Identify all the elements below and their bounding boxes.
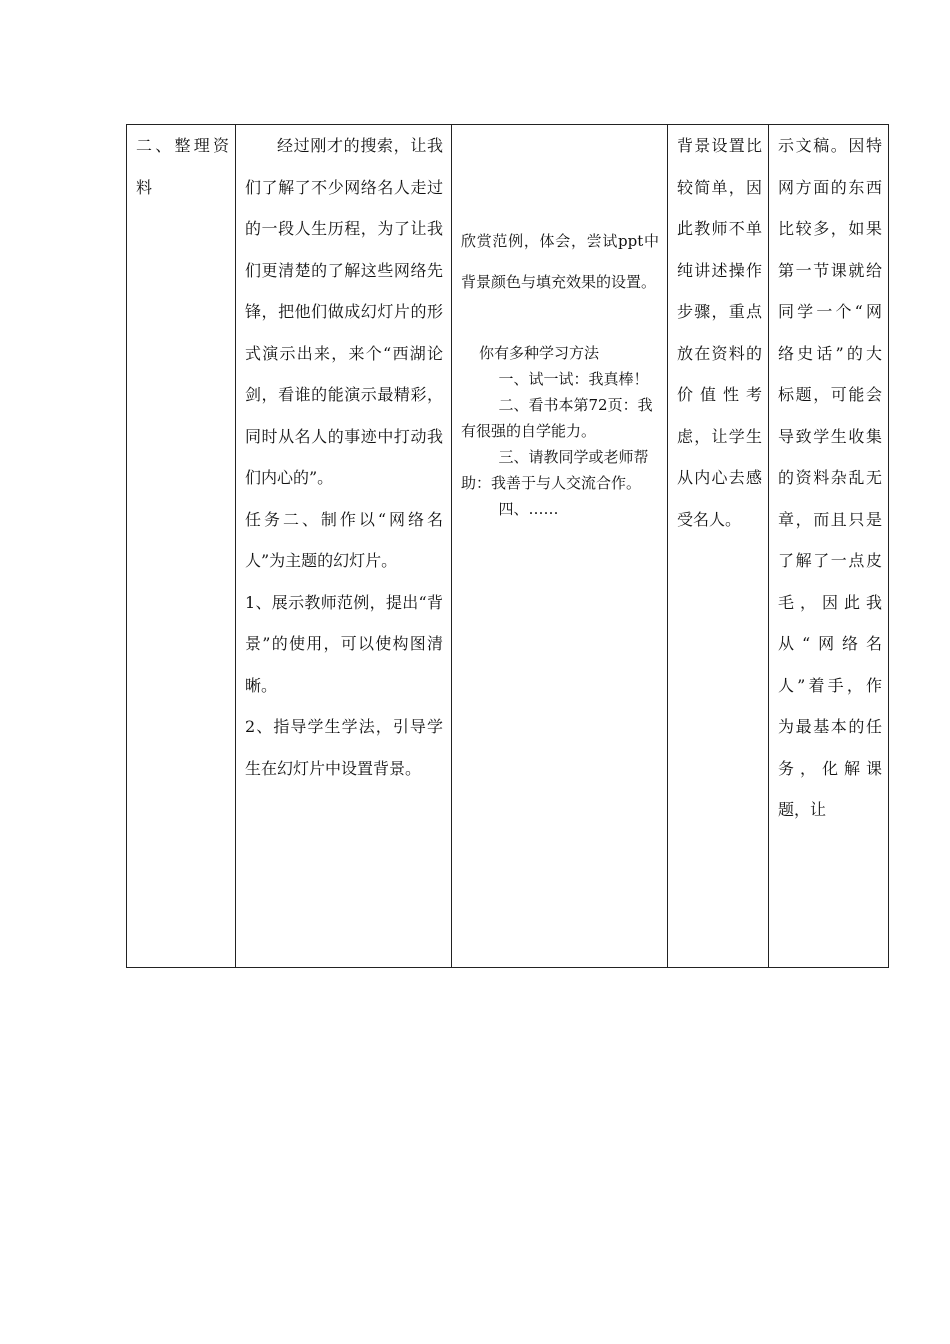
lesson-plan-table [126,124,889,968]
teacher-paragraph-2: 任务二、制作以“网络名人”为主题的幻灯片。 [245,509,443,570]
rationale-text: 示文稿。因特网方面的东西比较多，如果第一节课就给同学一个“网络史话”的大标题，可能会导致学生收集的资料杂乱无章，而且只是了解了一点皮毛，因此我从“网络名人”着手，作为最基本的任务，化解课题，让 [778,136,882,819]
teacher-activity-cell [236,125,452,968]
teacher-paragraph-4: 2、指导学生学法，引导学生在幻灯片中设置背景。 [245,717,443,778]
method-item: 四、…… [498,500,559,518]
design-notes-cell [668,125,769,968]
stage-title: 二、整理资料 [136,136,229,197]
teacher-paragraph-1: 经过刚才的搜索，让我们了解了不少网络名人走过的一段人生历程，为了让我们更清楚的了解这些网络先锋，把他们做成幻灯片的形式演示出来，来个“西湖论剑，看谁的能演示最精彩，同时从名人的事迹中打动我们内心的”。 [245,136,443,487]
table-row [127,125,889,968]
student-activity-cell [452,125,668,968]
methods-title: 你有多种学习方法 [479,344,600,362]
method-item: 二、看书本第72页：我有很强的自学能力。 [461,396,653,440]
design-notes-text: 背景设置比较简单，因此教师不单纯讲述操作步骤，重点放在资料的价值性考虑，让学生从内心去感受名人。 [677,136,762,529]
learning-methods [461,340,659,522]
method-item: 一、试一试：我真棒！ [498,370,649,388]
method-item: 三、请教同学或老师帮助：我善于与人交流合作。 [461,448,649,492]
student-paragraph: 欣赏范例，体会，尝试ppt中背景颜色与填充效果的设置。 [461,232,659,291]
teacher-paragraph-3: 1、展示教师范例，提出“背景”的使用，可以使构图清晰。 [245,592,443,695]
rationale-cell [769,125,889,968]
stage-cell [127,125,236,968]
